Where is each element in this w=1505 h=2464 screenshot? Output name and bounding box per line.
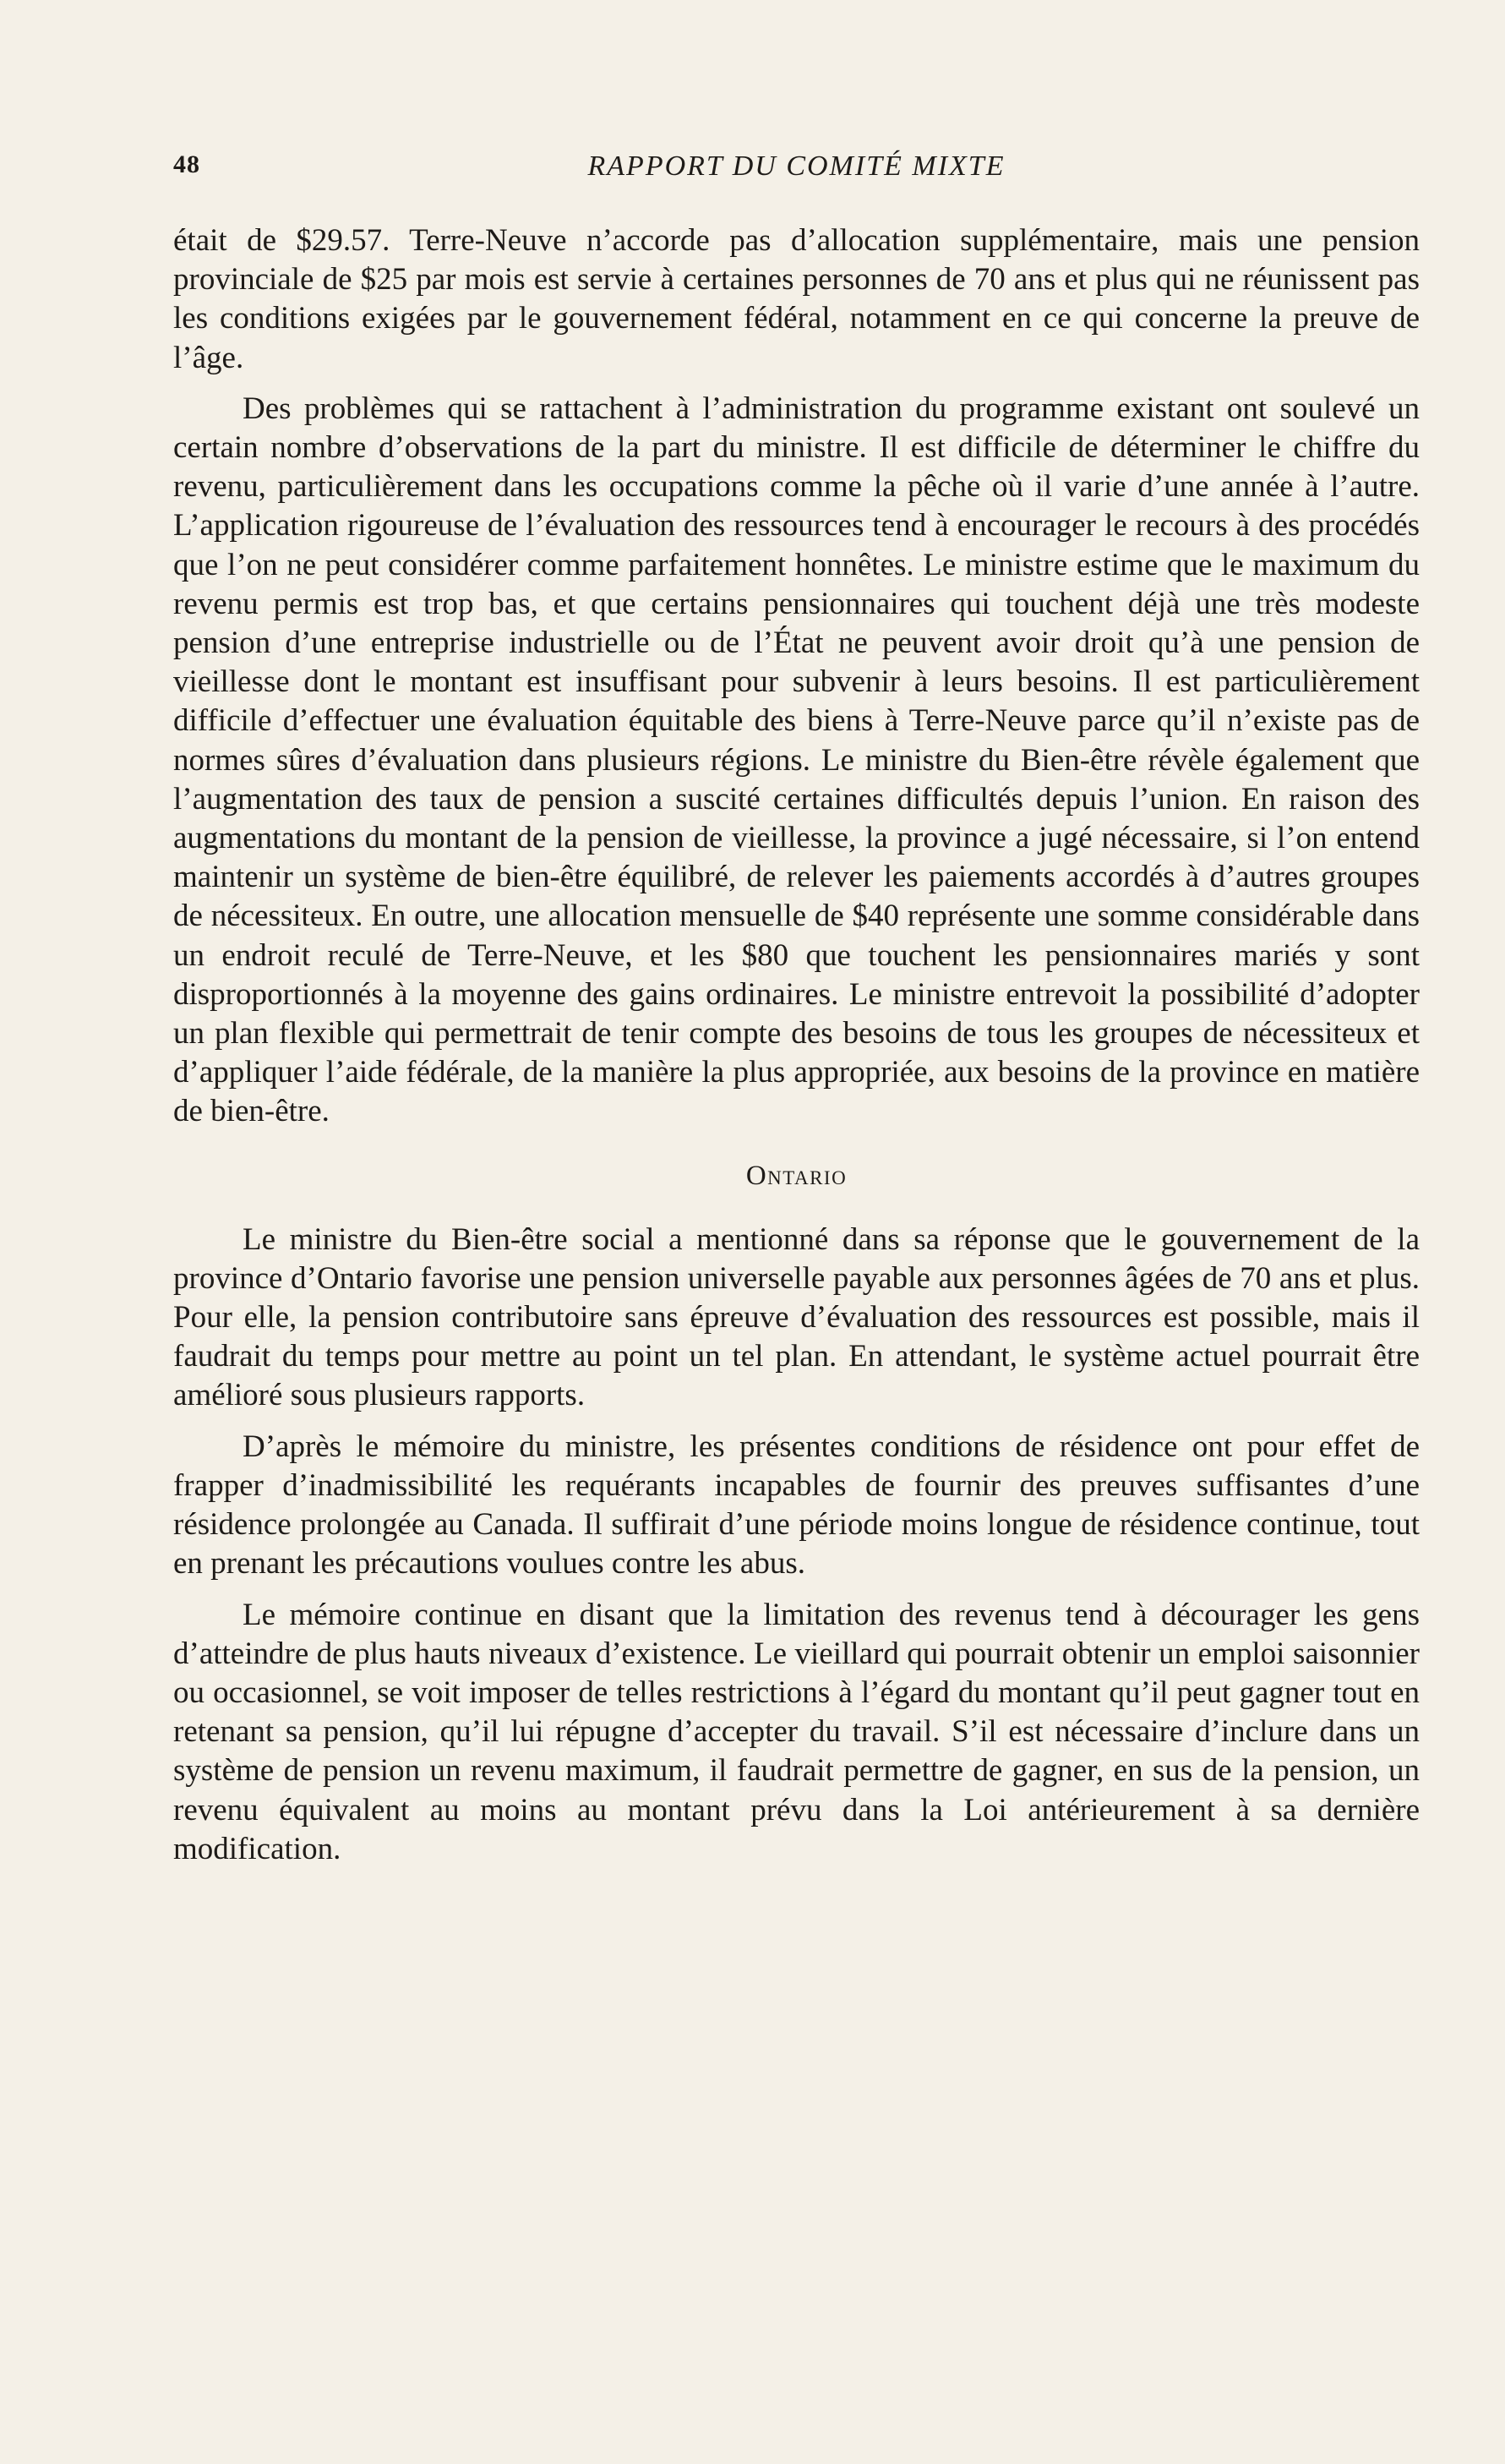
page-number: 48	[173, 150, 200, 178]
paragraph-gap	[173, 1584, 1420, 1596]
paragraph-ontario-pension: Le ministre du Bien-être social a mentionné dans sa réponse que le gouvernement de la province d’Ontario favorise une pension universelle payable aux personnes âgées de 70 ans et plus. Pour elle, la pension contributoire sans épreuve d’évaluation des ressources est possible, mais il faudrait du temps pour mettre au point un tel plan. En attendant, le système actuel pourrait être amélioré sous plusieurs rapports.	[173, 1221, 1420, 1413]
body-text	[173, 221, 1420, 1869]
page-header	[173, 150, 1420, 193]
paragraph-gap	[173, 1416, 1420, 1428]
paragraph-income-limit: Le mémoire continue en disant que la limitation des revenus tend à décourager les gens d’atteindre de plus hauts niveaux d’existence. Le vieillard qui pourrait obtenir un emploi saisonnier ou occasionnel, se voit imposer de telles restrictions à l’égard du montant qu’il peut gagner tout en retenant sa pension, qu’il lui répugne d’accepter du travail. S’il est nécessaire d’inclure dans un système de pension un revenu maximum, il faudrait permettre de gagner, en sus de la pension, un revenu équivalent au moins au montant prévu dans la Loi antérieurement à sa dernière modification.	[173, 1597, 1420, 1866]
running-title: RAPPORT DU COMITÉ MIXTE	[587, 150, 1006, 182]
section-heading-ontario: Ontario	[745, 1160, 848, 1191]
paragraph-administration: Des problèmes qui se rattachent à l’administration du programme existant ont soulevé un certain nombre d’observations de la part du ministre. Il est difficile de déterminer le chiffre du revenu, particulièrement dans les occupations comme la pêche où il varie d’une année à l’autre. L’application rigoureuse de l’évaluation des ressources tend à encourager le recours à des procédés que l’on ne peut considérer comme parfaitement honnêtes. Le ministre estime que le maximum du revenu permis est trop bas, et que certains pensionnaires qui touchent déjà une très modeste pension d’une entreprise industrielle ou de l’État ne peuvent avoir droit qu’à une pension de vieillesse dont le montant est insuffisant pour subvenir à leurs besoins. Il est particulièrement difficile d’effectuer une évaluation équitable des biens à Terre-Neuve parce qu’il n’existe pas de normes sûres d’évaluation dans plusieurs régions. Le ministre du Bien-être révèle également que l’augmentation des taux de pension a suscité certaines difficultés depuis l’union. En raison des augmentations du montant de la pension de vieillesse, la province a jugé nécessaire, si l’on entend maintenir un système de bien-être équilibré, de relever les paiements accordés à d’autres groupes de nécessiteux. En outre, une allocation mensuelle de $40 représente une somme considérable dans un endroit reculé de Terre-Neuve, et les $80 que touchent les pensionnaires mariés y sont disproportionnés à la moyenne des gains ordinaires. Le ministre entrevoit la possibilité d’adopter un plan flexible qui permettrait de tenir compte des besoins de tous les groupes de nécessiteux et d’appliquer l’aide fédérale, de la manière la plus appropriée, aux besoins de la province en matière de bien-être.	[173, 391, 1420, 1129]
paragraph-residence: D’après le mémoire du ministre, les présentes conditions de résidence ont pour effet de frapper d’inadmissibilité les requérants incapables de fournir des preuves suffisantes d’une résidence prolongée au Canada. Il suffirait d’une période moins longue de résidence continue, tout en prenant les précautions voulues contre les abus.	[173, 1429, 1420, 1582]
paragraph-continued: était de $29.57. Terre-Neuve n’accorde pas d’allocation supplémentaire, mais une pension provinciale de $25 par mois est servie à certaines personnes de 70 ans et plus qui ne réunissent pas les conditions exigées par le gouvernement fédéral, notamment en ce qui concerne la preuve de l’âge.	[173, 223, 1420, 375]
paragraph-gap	[173, 378, 1420, 390]
